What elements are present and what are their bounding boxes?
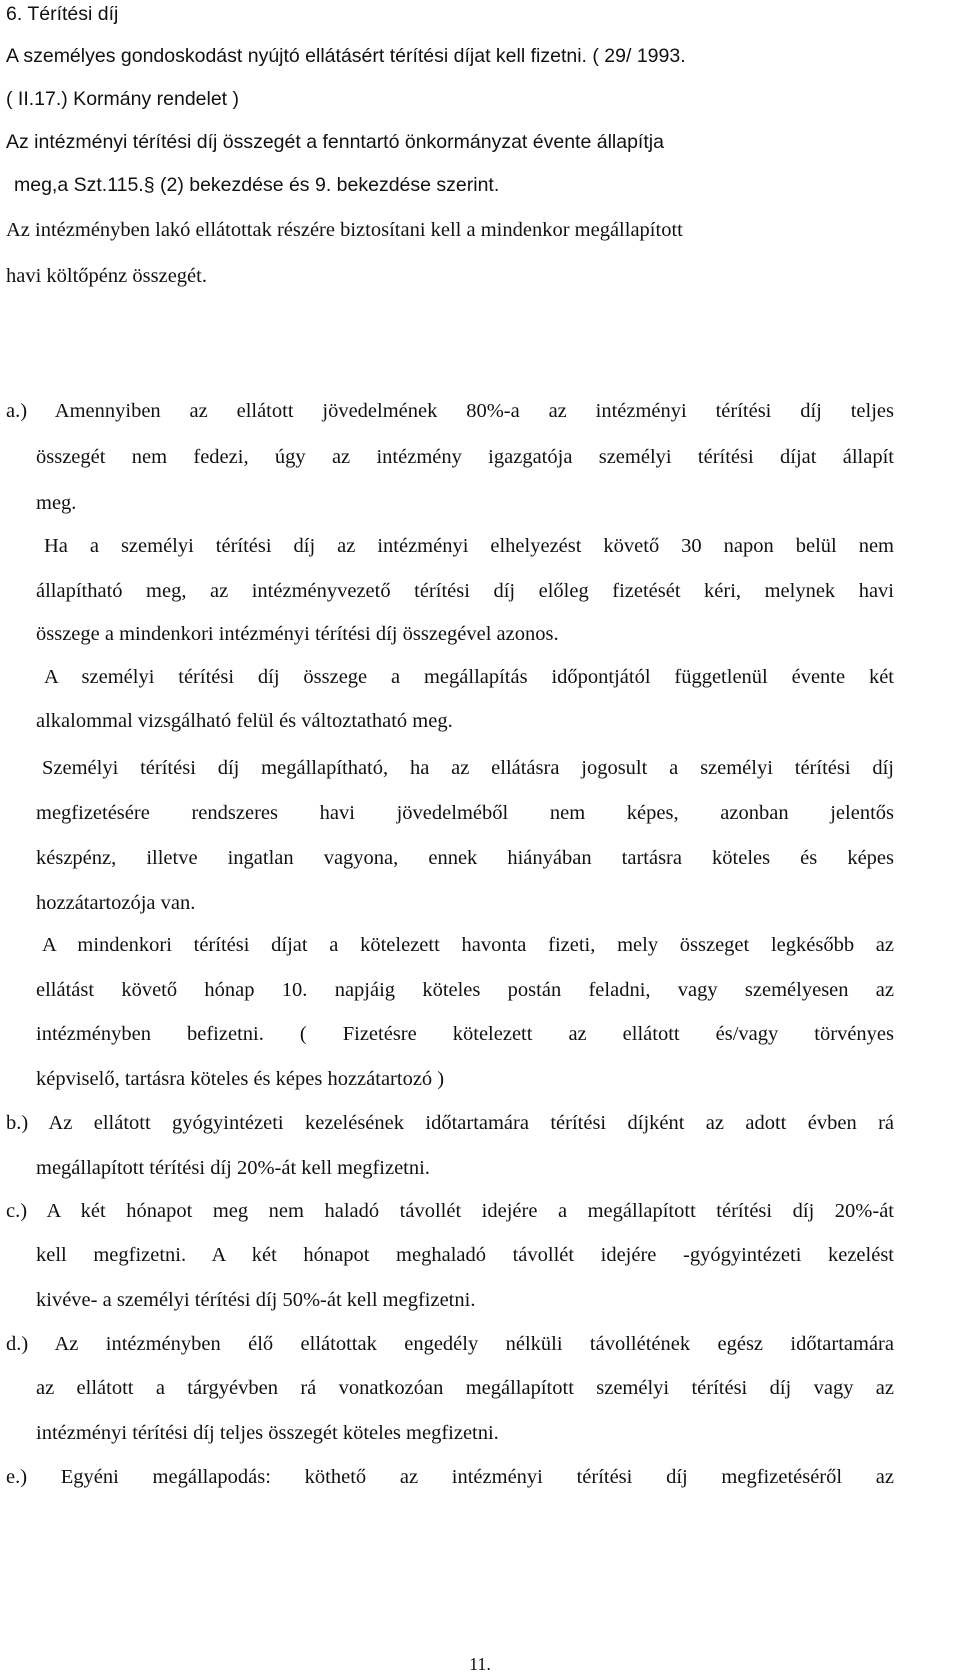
- paragraph-line: alkalommal vizsgálható felül és változtatható meg.: [36, 710, 453, 732]
- paragraph-line: Személyi térítési díj megállapítható, ha az ellátásra jogosult a személyi térítési díj: [42, 757, 894, 779]
- paragraph-line: összege a mindenkori intézményi térítési díj összegével azonos.: [36, 623, 559, 645]
- paragraph-line: állapítható meg, az intézményvezető térítési díj előleg fizetését kéri, melynek havi: [36, 580, 894, 602]
- paragraph-line: ellátást követő hónap 10. napjáig köteles postán feladni, vagy személyesen az: [36, 979, 894, 1001]
- paragraph-line: ( II.17.) Kormány rendelet ): [6, 88, 240, 110]
- paragraph-line: intézményi térítési díj teljes összegét köteles megfizetni.: [36, 1422, 499, 1444]
- paragraph-line: A személyi térítési díj összege a megállapítás időpontjától függetlenül évente két: [44, 666, 894, 688]
- paragraph-line: meg,a Szt.115.§ (2) bekezdése és 9. bekezdése szerint.: [14, 174, 500, 196]
- paragraph-line: készpénz, illetve ingatlan vagyona, ennek hiányában tartásra köteles és képes: [36, 847, 894, 869]
- paragraph-line: Az intézményi térítési díj összegét a fenntartó önkormányzat évente állapítja: [6, 131, 664, 153]
- paragraph-line: hozzátartozója van.: [36, 892, 196, 914]
- paragraph-line: kell megfizetni. A két hónapot meghaladó távollét idejére -gyógyintézeti kezelést: [36, 1244, 894, 1266]
- paragraph-line: az ellátott a tárgyévben rá vonatkozóan megállapított személyi térítési díj vagy az: [36, 1377, 894, 1399]
- paragraph-line: e.) Egyéni megállapodás: köthető az intézményi térítési díj megfizetéséről az: [6, 1466, 894, 1488]
- paragraph-line: Az intézményben lakó ellátottak részére biztosítani kell a mindenkor megállapított: [6, 219, 683, 241]
- paragraph-line: havi költőpénz összegét.: [6, 265, 207, 287]
- paragraph-line: c.) A két hónapot meg nem haladó távollét idejére a megállapított térítési díj 20%-át: [6, 1200, 894, 1222]
- section-title: 6. Térítési díj: [6, 3, 119, 25]
- paragraph-line: intézményben befizetni. ( Fizetésre kötelezett az ellátott és/vagy törvényes: [36, 1023, 894, 1045]
- paragraph-line: A mindenkori térítési díjat a kötelezett havonta fizeti, mely összeget legkésőbb az: [42, 934, 894, 956]
- paragraph-line: megfizetésére rendszeres havi jövedelméből nem képes, azonban jelentős: [36, 802, 894, 824]
- paragraph-line: képviselő, tartásra köteles és képes hozzátartozó ): [36, 1068, 445, 1090]
- paragraph-line: d.) Az intézményben élő ellátottak engedély nélküli távollétének egész időtartamára: [6, 1333, 894, 1355]
- paragraph-line: b.) Az ellátott gyógyintézeti kezelésének időtartamára térítési díjként az adott évben rá: [6, 1112, 894, 1134]
- paragraph-line: Ha a személyi térítési díj az intézményi elhelyezést követő 30 napon belül nem: [44, 535, 894, 557]
- paragraph-line: kivéve- a személyi térítési díj 50%-át kell megfizetni.: [36, 1289, 476, 1311]
- paragraph-line: a.) Amennyiben az ellátott jövedelmének 80%-a az intézményi térítési díj teljes: [6, 400, 894, 422]
- paragraph-line: összegét nem fedezi, úgy az intézmény igazgatója személyi térítési díjat állapít: [36, 446, 894, 468]
- paragraph-line: megállapított térítési díj 20%-át kell megfizetni.: [36, 1157, 430, 1179]
- paragraph-line: meg.: [36, 492, 77, 514]
- paragraph-line: A személyes gondoskodást nyújtó ellátásért térítési díjat kell fizetni. ( 29/ 1993.: [6, 45, 686, 67]
- page-number: 11.: [469, 1654, 491, 1674]
